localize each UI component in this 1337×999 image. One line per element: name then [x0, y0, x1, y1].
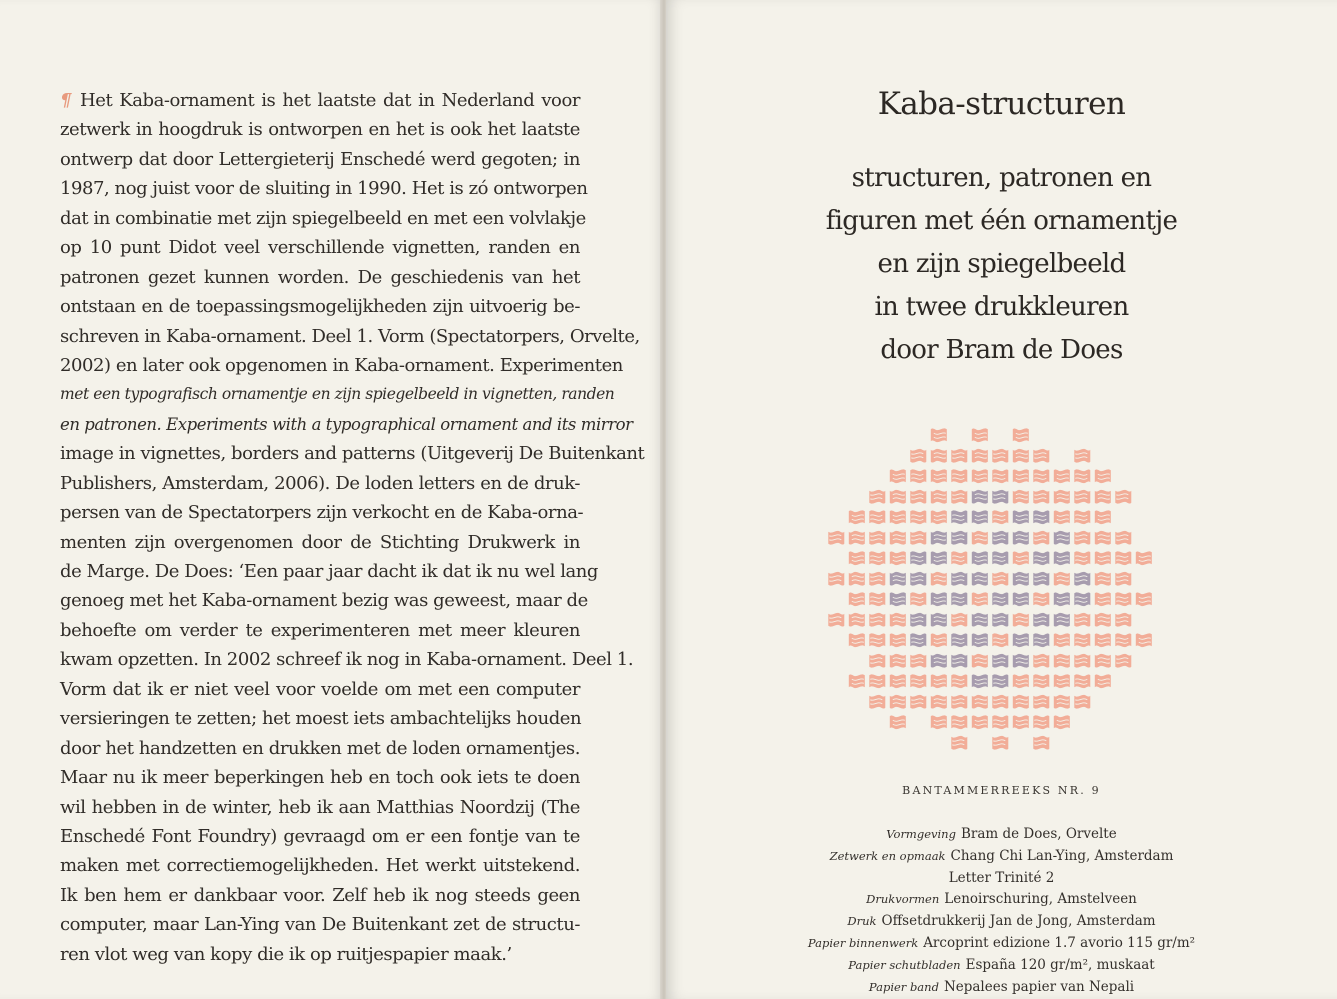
ornament-cell [931, 551, 947, 565]
text-line: ontstaan en de toepassingsmogelijkheden zijn uitvoerig be- [60, 296, 580, 318]
text-line: Ik ben hem er dankbaar voor. Zelf heb ik nog steeds geen [60, 884, 580, 906]
ornament-cell [890, 551, 906, 565]
text-line: Maar nu ik meer beperkingen heb en toch ook iets te doen [60, 767, 580, 789]
ornament-cell [1033, 531, 1049, 545]
ornament-cell [1054, 592, 1070, 606]
ornament-cell [992, 715, 1008, 729]
ornament-cell [972, 510, 988, 524]
ornament-cell [1115, 551, 1131, 565]
ornament-cell [1115, 531, 1131, 545]
ornament-cell [1095, 490, 1111, 504]
ornament-cell [972, 613, 988, 627]
text-line: computer, maar Lan-Ying van De Buitenkant zet de structu- [60, 914, 580, 936]
ornament-cell [951, 490, 967, 504]
ornament-cell [1033, 715, 1049, 729]
text-line: zetwerk in hoogdruk is ontworpen en het is ook het laatste [60, 119, 580, 141]
ornament-cell [931, 572, 947, 586]
text-line: kwam opzetten. In 2002 schreef ik nog in Kaba-ornament. Deel 1. [60, 649, 634, 671]
ornament-cell [1095, 469, 1111, 483]
colophon-line: Zetwerk en opmaak Chang Chi Lan-Ying, Amsterdam [829, 847, 1174, 864]
colophon-line: Vormgeving Bram de Does, Orvelte [886, 826, 1117, 842]
ornament-cell [849, 531, 865, 545]
colophon-line: Letter Trinité 2 [948, 869, 1055, 886]
ornament-cell [1054, 674, 1070, 688]
ornament-cell [1115, 654, 1131, 668]
ornament-cell [972, 551, 988, 565]
ornament-cell [1074, 674, 1090, 688]
text-line: 1987, nog juist voor de sluiting in 1990. Het is zó ontworpen [60, 178, 588, 200]
text-line: de Marge. De Does: ‘Een paar jaar dacht ik dat ik nu wel lang [60, 561, 599, 582]
ornament-cell [890, 695, 906, 709]
ornament-cell [890, 674, 906, 688]
series-label: BANTAMMERREEKS NR. 9 [902, 784, 1101, 797]
ornament-cell [951, 572, 967, 586]
ornament-cell [910, 674, 926, 688]
colophon-line: Papier band Nepalees papier van Nepali [868, 978, 1135, 995]
ornament-cell [931, 592, 947, 606]
ornament-cell [890, 633, 906, 647]
ornament-cell [849, 674, 865, 688]
ornament-cell [1013, 613, 1029, 627]
ornament-cell [1033, 613, 1049, 627]
ornament-cell [951, 531, 967, 545]
subtitle-line: door Bram de Does [880, 335, 1123, 365]
page-title: Kaba-structuren [877, 86, 1126, 122]
ornament-cell [951, 736, 967, 750]
ornament-cell [1074, 531, 1090, 545]
ornament-cell [1054, 715, 1070, 729]
ornament-cell [869, 490, 885, 504]
ornament-cell [869, 572, 885, 586]
ornament-cell [992, 592, 1008, 606]
subtitle [666, 157, 1337, 372]
ornament-cell [1013, 715, 1029, 729]
ornament-cell [1115, 572, 1131, 586]
ornament-cell [869, 633, 885, 647]
ornament-cell [992, 449, 1008, 463]
ornament-cell [1033, 654, 1049, 668]
ornament-cell [1054, 490, 1070, 504]
ornament-cell [1074, 551, 1090, 565]
ornament-cell [1074, 490, 1090, 504]
ornament-cell [869, 592, 885, 606]
ornament-cell [910, 695, 926, 709]
ornament-cell [992, 633, 1008, 647]
ornament-cell [1033, 551, 1049, 565]
ornament-cell [1074, 449, 1090, 463]
ornament-cell [828, 572, 844, 586]
ornament-cell [931, 633, 947, 647]
text-line: ontwerp dat door Lettergieterij Enschedé werd gegoten; in [60, 148, 580, 170]
ornament-cell [1054, 551, 1070, 565]
ornament-cell [849, 592, 865, 606]
kaba-ornament-pattern [820, 424, 1160, 754]
text-line: dat in combinatie met zijn spiegelbeeld en met een volvlakje [60, 207, 586, 229]
ornament-cell [931, 449, 947, 463]
ornament-cell [1115, 613, 1131, 627]
subtitle-line: figuren met één ornamentje [825, 206, 1178, 236]
text-line: versieringen te zetten; het moest iets ambachtelijks houden [60, 708, 582, 730]
ornament-cell [972, 633, 988, 647]
ornament-cell [828, 531, 844, 545]
ornament-cell [951, 510, 967, 524]
ornament-cell [1074, 469, 1090, 483]
ornament-cell [1013, 449, 1029, 463]
ornament-cell [1074, 695, 1090, 709]
ornament-cell [951, 674, 967, 688]
ornament-cell [1095, 510, 1111, 524]
ornament-cell [890, 490, 906, 504]
ornament-cell [1136, 592, 1152, 606]
ornament-cell [972, 695, 988, 709]
ornament-cell [972, 654, 988, 668]
ornament-cell [951, 715, 967, 729]
text-line: op 10 punt Didot veel verschillende vignetten, randen en [60, 237, 580, 259]
text-line: genoeg met het Kaba-ornament bezig was geweest, maar de [60, 590, 588, 612]
ornament-cell [992, 695, 1008, 709]
ornament-cell [992, 674, 1008, 688]
colophon-line: Druk Offsetdrukkerij Jan de Jong, Amsterdam [847, 913, 1156, 930]
ornament-cell [1033, 695, 1049, 709]
ornament-cell [972, 674, 988, 688]
text-line: behoefte om verder te experimenteren met meer kleuren [60, 619, 580, 641]
ornament-cell [972, 572, 988, 586]
ornament-cell [1095, 531, 1111, 545]
subtitle-line: structuren, patronen en [851, 163, 1152, 193]
ornament-cell [1033, 572, 1049, 586]
ornament-cell [1136, 633, 1152, 647]
ornament-cell [910, 633, 926, 647]
ornament-cell [1054, 531, 1070, 545]
ornament-cell [910, 572, 926, 586]
ornament-cell [1054, 695, 1070, 709]
ornament-cell [1054, 572, 1070, 586]
ornament-cell [972, 531, 988, 545]
body-text [60, 86, 645, 969]
ornament-cell [1033, 736, 1049, 750]
ornament-cell [849, 551, 865, 565]
ornament-cell [1013, 531, 1029, 545]
ornament-cell [931, 674, 947, 688]
pilcrow-icon: ¶ [60, 90, 72, 111]
ornament-cell [931, 715, 947, 729]
ornament-cell [890, 510, 906, 524]
ornament-cell [972, 592, 988, 606]
ornament-cell [1074, 654, 1090, 668]
ornament-cell [992, 551, 1008, 565]
ornament-cell [1115, 633, 1131, 647]
text-line: door het handzetten en drukken met de loden ornamentjes. [60, 737, 580, 759]
ornament-cell [1095, 654, 1111, 668]
text-line: menten zijn overgenomen door de Stichting Drukwerk in [60, 531, 580, 553]
ornament-cell [1033, 490, 1049, 504]
subtitle-line: in twee drukkleuren [874, 292, 1129, 322]
text-line: wil hebben in de winter, heb ik aan Matthias Noordzij (The [60, 796, 580, 818]
ornament-cell [992, 736, 1008, 750]
ornament-cell [992, 469, 1008, 483]
ornament-cell [951, 449, 967, 463]
text-line: Publishers, Amsterdam, 2006). De loden letters en de druk- [60, 472, 580, 494]
ornament-cell [1115, 490, 1131, 504]
ornament-cell [910, 592, 926, 606]
ornament-cell [1013, 469, 1029, 483]
text-line: Enschedé Font Foundry) gevraagd om er een fontje van te [60, 825, 580, 847]
ornament-cell [890, 592, 906, 606]
text-line: maken met correctiemogelijkheden. Het werkt uitstekend. [60, 855, 580, 877]
ornament-cell [869, 510, 885, 524]
ornament-cell [1074, 572, 1090, 586]
ornament-cell [1033, 510, 1049, 524]
ornament-cell [1095, 551, 1111, 565]
ornament-cell [992, 572, 1008, 586]
ornament-cell [869, 674, 885, 688]
ornament-cell [1033, 592, 1049, 606]
ornament-cell [951, 592, 967, 606]
ornament-cell [972, 490, 988, 504]
ornament-cell [951, 551, 967, 565]
ornament-cell [931, 654, 947, 668]
ornament-cell [1095, 572, 1111, 586]
ornament-cell [1033, 633, 1049, 647]
ornament-cell [890, 572, 906, 586]
ornament-cell [910, 469, 926, 483]
ornament-cell [931, 613, 947, 627]
text-line: schreven in Kaba-ornament. Deel 1. Vorm (Spectatorpers, Orvelte, [60, 325, 640, 347]
ornament-cell [910, 613, 926, 627]
text-line: en patronen. Experiments with a typographical ornament and its mirror [60, 414, 633, 434]
ornament-cell [1013, 428, 1029, 442]
ornament-cell [1054, 633, 1070, 647]
text-line: image in vignettes, borders and patterns (Uitgeverij De Buitenkant [60, 443, 645, 465]
ornament-cell [1013, 490, 1029, 504]
ornament-cell [931, 531, 947, 545]
ornament-cell [869, 695, 885, 709]
text-line: met een typografisch ornamentje en zijn spiegelbeeld in vignetten, randen [60, 385, 615, 404]
ornament-cell [931, 695, 947, 709]
ornament-cell [1074, 510, 1090, 524]
ornament-cell [1095, 592, 1111, 606]
text-line: Vorm dat ik er niet veel voor voelde om met een computer [60, 678, 580, 700]
ornament-cell [931, 510, 947, 524]
ornament-cell [849, 613, 865, 627]
ornament-cell [869, 654, 885, 668]
ornament-cell [910, 531, 926, 545]
ornament-cell [1013, 592, 1029, 606]
ornament-cell [1013, 633, 1029, 647]
ornament-cell [1136, 551, 1152, 565]
ornament-cell [1013, 654, 1029, 668]
ornament-cell [992, 613, 1008, 627]
ornament-cell [1054, 469, 1070, 483]
ornament-cell [910, 654, 926, 668]
ornament-cell [1033, 674, 1049, 688]
ornament-cell [992, 510, 1008, 524]
subtitle-line: en zijn spiegelbeeld [877, 249, 1126, 279]
ornament-cell [931, 469, 947, 483]
text-line: ¶ Het Kaba-ornament is het laatste dat in Nederland voor [60, 86, 580, 115]
ornament-cell [849, 510, 865, 524]
ornament-cell [849, 633, 865, 647]
ornament-cell [869, 531, 885, 545]
ornament-cell [910, 490, 926, 504]
ornament-cell [1054, 654, 1070, 668]
ornament-cell [972, 469, 988, 483]
ornament-cell [890, 654, 906, 668]
colophon-line: Papier schutbladen España 120 gr/m², muskaat [848, 956, 1155, 973]
ornament-cell [910, 551, 926, 565]
ornament-cell [910, 449, 926, 463]
ornament-cell [951, 469, 967, 483]
ornament-cell [931, 490, 947, 504]
ornament-cell [992, 490, 1008, 504]
ornament-cell [1054, 510, 1070, 524]
ornament-cell [931, 428, 947, 442]
text-line: 2002) en later ook opgenomen in Kaba-ornament. Experimenten [60, 354, 623, 376]
ornament-cell [910, 510, 926, 524]
ornament-cell [951, 633, 967, 647]
ornament-cell [951, 613, 967, 627]
ornament-cell [869, 551, 885, 565]
ornament-cell [972, 715, 988, 729]
ornament-cell [890, 469, 906, 483]
ornament-cell [992, 531, 1008, 545]
ornament-cell [972, 428, 988, 442]
ornament-cell [1013, 572, 1029, 586]
ornament-cell [828, 613, 844, 627]
text-line: patronen gezet kunnen worden. De geschiedenis van het [60, 266, 580, 288]
ornament-cell [1013, 674, 1029, 688]
ornament-cell [890, 531, 906, 545]
ornament-cell [1013, 551, 1029, 565]
ornament-cell [849, 572, 865, 586]
ornament-cell [1095, 633, 1111, 647]
ornament-cell [869, 613, 885, 627]
ornament-cell [972, 449, 988, 463]
ornament-cell [1074, 613, 1090, 627]
ornament-cell [992, 654, 1008, 668]
ornament-cell [1013, 695, 1029, 709]
colophon-line: Drukvormen Lenoirschuring, Amstelveen [866, 891, 1137, 908]
ornament-cell [1033, 449, 1049, 463]
colophon [666, 824, 1337, 998]
ornament-cell [1074, 633, 1090, 647]
ornament-cell [1054, 613, 1070, 627]
text-line: ren vlot weg van kopy die ik op ruitjespapier maak.’ [60, 943, 512, 965]
ornament-cell [890, 715, 906, 729]
ornament-cell [1033, 469, 1049, 483]
text-line: persen van de Spectatorpers zijn verkocht en de Kaba-orna- [60, 502, 584, 524]
left-page [0, 0, 662, 999]
colophon-line: Papier binnenwerk Arcoprint edizione 1.7 avorio 115 gr/m² [807, 934, 1196, 951]
ornament-cell [1095, 674, 1111, 688]
ornament-cell [890, 613, 906, 627]
ornament-cell [1095, 613, 1111, 627]
ornament-cell [951, 695, 967, 709]
ornament-cell [1013, 510, 1029, 524]
ornament-cell [1115, 592, 1131, 606]
ornament-cell [1074, 592, 1090, 606]
ornament-cell [951, 654, 967, 668]
